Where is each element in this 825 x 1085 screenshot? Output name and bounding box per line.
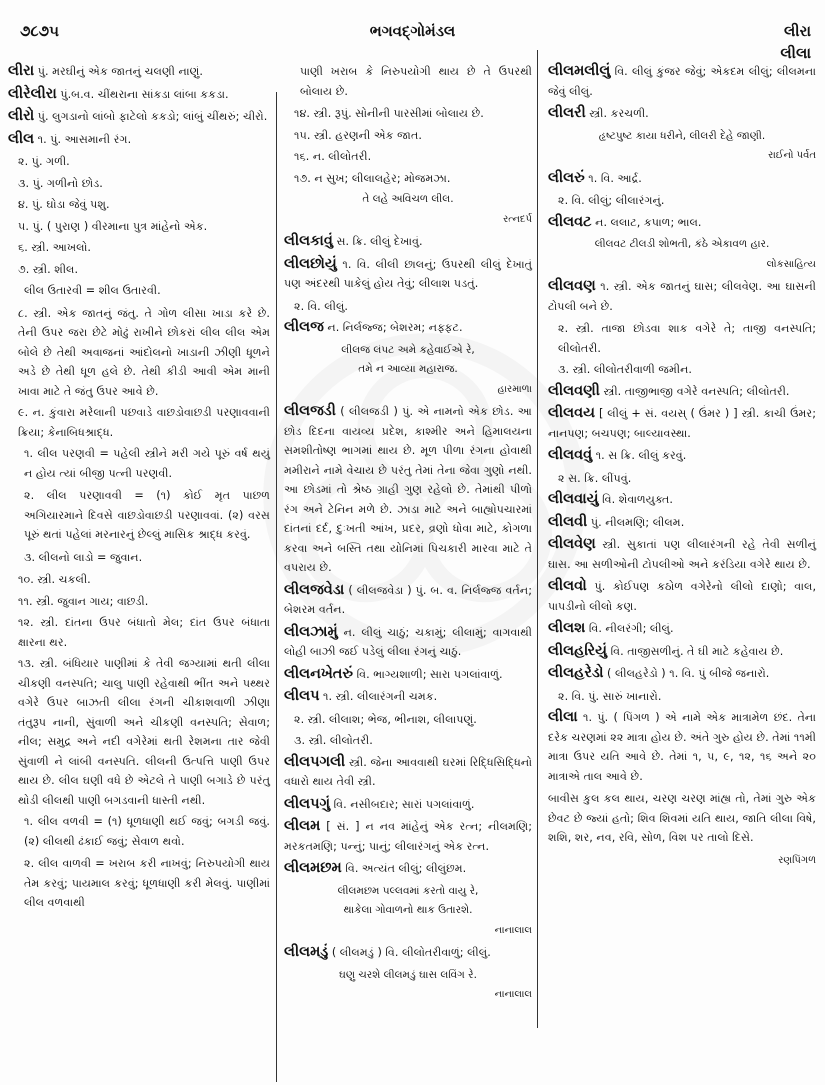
- headword: લીલવણ: [548, 278, 596, 294]
- definition-text: [ સં. ] ન નવ માંહેનું એક રત્ન; નીલમણિ; મરકતમણિ; પન્નું; પાનું; લીલારંગનું એક રત્ન.: [284, 820, 532, 853]
- definition-text: ૧. વિ. લીલી છાલનું; ઉપરથી લીલું દેખાતું પણ અંદરથી પાકેલું હોય તેવું; લીલાશ પડતું.: [284, 257, 532, 290]
- dictionary-entry: [548, 446, 816, 466]
- sub-definition: ૨. સ્ત્રી. લીલાશ; ભેજ, ભીનાશ, લીલાપણું.: [294, 712, 477, 726]
- headword: લીલરું: [548, 169, 585, 186]
- definition-text: વિ. તાજીસળીનું. તે ઘી માટે કહેવાય છે.: [607, 644, 784, 658]
- dictionary-entry: [284, 859, 532, 879]
- usage-phrase: ૩. લીલનો લાડો = જુવાન.: [24, 550, 143, 564]
- dictionary-entry: [284, 623, 532, 662]
- quotation-line: હૃષ્ટપુષ્ટ કાયા ધરીને, લીલરી દેહે જાણી.: [598, 129, 766, 142]
- definition-text: ન. લીલું ચાઠું; ચકામું; લીલામું; વાગવાથી લોહી બાઝી જઈ પડેલું લીલા રંગનું ચાઠું.: [284, 625, 532, 658]
- dictionary-entry: [548, 62, 816, 101]
- dictionary-entry: [284, 232, 532, 252]
- dictionary-entry: [284, 581, 532, 620]
- column-left: [8, 62, 270, 916]
- definition-text: ( લીલજવેડા ) પું. બ. વ. નિર્લજ્જ વર્તન; બેશરમ વર્તન.: [284, 583, 532, 616]
- quotation-line: તમે ન આવ્યા મહારાજ.: [358, 363, 458, 375]
- sub-definition: ૮. સ્ત્રી. એક જાતનું જંતુ. તે ગોળ લીસા ખાડા કરે છે. તેની ઉપર જરા છેટે મોઢું રાખીને છોકરાં લીલ લીલ એમ બોલે છે તેથી અવાજનાં આંદોલનો ખાડાની ઝીણી ધૂળને અડે છે તેથી ધૂળ હલે છે. તેથી કીડી આવી એમ માની ખાવા માટે તે જંતુ ઉપર આવે છે.: [18, 306, 270, 398]
- headword: લીરો: [8, 108, 35, 124]
- dictionary-entry: [548, 404, 816, 443]
- headword: લીલશ: [548, 620, 586, 636]
- sub-definition: ૨. વિ. પું. સારું ખાનારો.: [558, 689, 662, 703]
- quotation-source: રત્નદર્પ: [503, 213, 532, 225]
- definition-text: ૧. સ્ત્રી. એક જાતનું ઘાસ; લીલવેણ. આ ઘાસની ટોપલી બને છે.: [548, 280, 816, 313]
- headword: લીલવણી: [548, 382, 600, 399]
- definition-text: વિ. નીલરંગી; લીલું.: [585, 622, 674, 635]
- headword: લીલવાયું: [548, 491, 599, 507]
- headword: લીલવટ: [548, 213, 592, 230]
- definition-text: ૧. પું. આસમાની રંગ.: [34, 132, 132, 146]
- definition-text: સ્ત્રી. તાજીભાજી વગેરે વનસ્પતિ; લીલોતરી.: [599, 384, 790, 398]
- guide-word-first: લીરા: [783, 22, 811, 40]
- dictionary-entry: [548, 104, 816, 124]
- dictionary-entry: [548, 213, 816, 233]
- dictionary-entry: [284, 402, 532, 578]
- headword: લીલમલીલું: [548, 63, 611, 79]
- sub-definition: ૪. પું. ઘોડા જેવું પશુ.: [18, 198, 110, 211]
- definition-text: વિ. લીલું કુંજર જેવું; એકદમ લીલું; લીલમના જેવું લીલું.: [548, 65, 816, 98]
- usage-phrase: લીલ ઉતારવી = શીલ ઉતારવી.: [24, 284, 161, 297]
- definition-text: પું. મરઘીનું એક જાતનું ચલણી નાણું.: [34, 65, 203, 78]
- usage-phrase: ૧. લીલ પરણવી = પહેલી સ્ત્રીને મરી ગયે પૂરું વર્ષ થયું ન હોય ત્યાં બીજી પત્ની પરણવી.: [24, 447, 270, 480]
- headword: લીલજ: [284, 319, 324, 335]
- quotation-source: રાઈનો પર્વત: [768, 150, 816, 161]
- sub-definition: ૧૬. ન. લીલોતરી.: [294, 150, 372, 163]
- quotation-line: થાકેલા ગોવાળનો થાક ઉતારશે.: [343, 904, 473, 916]
- definition-text: ( લીલજડી ) પું. એ નામનો એક છોડ. આ છોડ દિદના વાયવ્ય પ્રદેશ, કાશ્મીર અને હિમાલયના સમશીતોષ્ણ ભાગમાં થાય છે. મૂળ પીળા રંગના હોવાથી મમીરાને નામે વેચાય છે પરંતુ તેમાં તેના જેવા ગુણો નથી. આ છોડમાં તો શ્રેષ્ઠ ગ્રાહી ગુણ રહેલો છે. તેમાંથી પીળો રંગ અને ટેનિન મળે છે. ઝાડા માટે અને બાહ્યોપચારમાં દાંતનાં દર્દ, દુઃખતી આંખ, પ્રદર, વ્રણો ધોવા માટે, કોગળા કરવા અને બસ્તિ તથા યોનિમાં પિચકારી મારવા માટે તે વપરાય છે.: [284, 405, 532, 574]
- quotation-line: લીલવટ ટીલડી શોભતી, કંઠે એકાવળ હાર.: [594, 238, 770, 250]
- sub-definition: ૧૭. ન સુખ; લીલાલહેર; મોજમઝા.: [294, 171, 451, 185]
- headword: લીલકાવું: [284, 233, 333, 249]
- dictionary-entry: [548, 277, 816, 316]
- headword: લીલરી: [548, 105, 586, 121]
- dictionary-entry: [548, 642, 816, 662]
- sub-definition: ૭. સ્ત્રી. શીલ.: [18, 262, 79, 276]
- headword: લીલવી: [548, 513, 588, 530]
- dictionary-entry: [548, 535, 816, 574]
- definition-text: પું.બ.વ. ચીંથરાના સાંકડા લાંબા કકડા.: [56, 87, 229, 101]
- quotation-source: નાનાલાલ: [494, 989, 532, 1000]
- definition-text: પું. નીલમણિ; લીલમ.: [587, 515, 685, 529]
- sub-definition: ૨. પું. ગળી.: [18, 155, 70, 168]
- headword: લીલજડી: [284, 403, 336, 419]
- dictionary-entry: [548, 513, 816, 533]
- definition-text: વિ. અત્યંત લીલું; લીલુંછમ.: [341, 862, 467, 875]
- dictionary-entry: [548, 619, 816, 639]
- usage-phrase: પાણી ખરાબ કે નિરુપયોગી થાય છે તે ઉપરથી બોલાય છે.: [300, 65, 532, 98]
- headword: લીલહરેડો: [548, 665, 604, 681]
- guide-word-last: લીલા: [780, 44, 811, 62]
- definition-text: ૧. પું. ( પિંગળ ) એ નામે એક માત્રામેળ છંદ. તેના દરેક ચરણમાં ૨૨ માત્રા હોય છે. અંતે ગુરુ હોય છે. તેમાં ૧૧મી માત્રા ઉપર યતિ આવે છે. તેમાં ૧, ૫, ૯, ૧૨, ૧૬ અને ૨૦ માત્રાએ તાલ આવે છે.: [548, 711, 816, 783]
- quotation-source: રણપિંગળ: [778, 854, 816, 866]
- sub-definition: ૧૨. સ્ત્રી. દાંતના ઉપર બંધાતો મેલ; દાંત ઉપર બંધાતા ક્ષારના થર.: [18, 616, 270, 649]
- dictionary-entry: [548, 169, 816, 189]
- definition-text: ૧. સ ક્રિ. લીલું કરવું.: [592, 449, 687, 462]
- dictionary-entry: [8, 107, 270, 127]
- headword: લીલપ: [284, 688, 320, 704]
- headword: લીરેલીરા: [8, 85, 57, 102]
- dictionary-entry: [284, 817, 532, 856]
- headword: લીલમછમ: [284, 860, 342, 876]
- headword: લીલમ: [284, 818, 321, 834]
- dictionary-entry: [284, 943, 532, 963]
- definition-text: ( લીલહરેડો ) ૧. વિ. પું બીજે જનારો.: [603, 667, 770, 680]
- sub-definition: ૨ સ. ક્રિ. લીંપવું.: [558, 471, 632, 485]
- quotation-source: નાનાલાલ: [494, 924, 532, 936]
- quotation-source: લોકસાહિત્ય: [766, 258, 816, 270]
- headword: લીરા: [8, 63, 35, 79]
- dictionary-entry: [284, 753, 532, 792]
- definition-text: ( લીલમડું ) વિ. લીલોતરીવાળું; લીલું.: [328, 946, 491, 959]
- definition-text: પું. કોઈપણ કઠોળ વગેરેનો લીલો દાણો; વાલ, પાપડીનો લીલો કણ.: [548, 580, 816, 613]
- sub-definition: ૯. ન. કુંવારા મરેલાની પછવાડે વાછડોવાછડી પરણાવવાની ક્રિયા; કેનાબિધશ્રાદ્ધ.: [18, 406, 270, 439]
- sub-definition: ૩. પું. ગળીનો છોડ.: [18, 176, 103, 190]
- headword: લીલ: [8, 130, 35, 147]
- sub-definition: ૩. સ્ત્રી. લીલોતરીવાળી જમીન.: [558, 363, 692, 376]
- dictionary-entry: [8, 62, 270, 82]
- dictionary-entry: [284, 687, 532, 707]
- definition-text: ન. લલાટ, કપાળ; ભાલ.: [591, 215, 702, 229]
- dictionary-entry: [548, 490, 816, 510]
- headword: લીલહરિયું: [548, 642, 608, 659]
- headword: લીલવવું: [548, 447, 593, 463]
- headword: લીલનખેતરું: [284, 665, 354, 682]
- headword: લીલવો: [548, 578, 587, 594]
- dictionary-entry: [284, 318, 532, 338]
- dictionary-entry: [548, 577, 816, 616]
- dictionary-entry: [8, 130, 270, 150]
- headword: લીલપગલી: [284, 753, 346, 770]
- headword: લીલા: [548, 709, 578, 725]
- headword: લીલઝામું: [284, 623, 338, 640]
- poem-quotation: બાવીસ કુલ કલ થાય, ચરણ ચરણ માંહ્ય તો, તેમાં ગુરુ એક છેવટ છે જ્યાં હતો; શિવ શિવમાં યતિ થાય, જાતિ લીલા વિષે, શશિ, શર, નવ, રવિ, સોળ, વિશ પર તાલો દિસે.: [548, 792, 816, 844]
- column-middle: [284, 62, 532, 1008]
- sub-definition: ૬. સ્ત્રી. આખલો.: [18, 241, 91, 254]
- quotation-line: લીલમછમ પલ્લવમાં કરતો વાયુ રે,: [337, 884, 479, 897]
- book-title: ભગવદ્ગોમંડલ: [369, 22, 456, 40]
- definition-text: વિ. ભાગ્યશાળી; સારા પગલાંવાળું.: [353, 667, 503, 681]
- column-right: [548, 62, 816, 873]
- definition-text: વિ. નસીબદાર; સારાં પગલાંવાળું.: [330, 797, 475, 811]
- sub-definition: ૨. વિ. લીલું; લીલારંગનું.: [558, 194, 665, 207]
- dictionary-entry: [548, 664, 816, 684]
- usage-phrase: ૧. લીલ વળવી = (૧) ધૂળધાણી થઈ જવું; બગડી જવું. (૨) લીલથી ઢંકાઈ જવું; સેવાળ થવો.: [24, 815, 270, 848]
- definition-text: પું. લુગડાનો લાંબો ફાટેલો કકડો; લાંબું ચીંથરું; ચીરો.: [34, 110, 268, 123]
- definition-text: વિ. શેવાળયુક્ત.: [598, 493, 673, 506]
- page-header: [14, 14, 811, 62]
- definition-text: ન. નિર્લજ્જ; બેશરમ; નફ્ફટ.: [323, 321, 463, 334]
- dictionary-entry: [284, 665, 532, 685]
- sub-definition: ૧૦. સ્ત્રી. ચકલી.: [18, 573, 91, 586]
- dictionary-entry: [284, 255, 532, 294]
- dictionary-entry: [8, 85, 270, 105]
- definition-text: સ્ત્રી. સુકાતાં પણ લીલારંગની રહે તેવી સળીનું ઘાસ. આ સળીઓની ટોપલીઓ અને કરંડિયા વગેરે થાય છે.: [548, 538, 816, 571]
- headword: લીલછોયું: [284, 255, 337, 272]
- quotation-line: લીલજ લંપટ અમે કહેવાઈએ રે,: [341, 343, 475, 356]
- headword: લીલપગું: [284, 795, 331, 812]
- headword: લીલવય: [548, 405, 595, 421]
- headword: લીલજવેડા: [284, 581, 345, 598]
- sub-definition: ૧૩. સ્ત્રી. બંધિયાર પાણીમાં કે તેવી જગ્યામાં થતી લીલા ચીકણી વનસ્પતિ; ચાલુ પાણી રહેવાથી ભીંત અને પથ્થર વગેરે ઉપર બાઝતી લીલા રંગની ચીકાશવાળી ઝીણા તંતુરૂપ નાની, સુંવાળી અને ચીકણી વનસ્પતિ; સેવાળ; નીલ; સમુદ્ર અને નદી વગેરેમાં થતી રેશમના તાર જેવી સુંવાળી ને લાંબી વનસ્પતિ. લીલની ઉત્પત્તિ પાણી ઉપર થાય છે. લીલ ઘણી વધે છે એટલે તે પાણી બગાડે છે પરંતુ થોડી લીલથી પાણી બગડવાની ધાસ્તી નથી.: [18, 657, 270, 807]
- dictionary-entry: [548, 708, 816, 786]
- page-number: ૭૮૭૫: [20, 22, 59, 40]
- definition-text: ૧. સ્ત્રી. લીલારંગની ચમક.: [319, 690, 438, 703]
- sub-definition: ૨. સ્ત્રી. તાજા છોડવા શાક વગેરે તે; તાજી વનસ્પતિ; લીલોતરી.: [558, 322, 816, 355]
- column-divider: [276, 92, 277, 1082]
- definition-text: સ્ત્રી. કરચળી.: [585, 107, 649, 120]
- column-divider: [537, 50, 538, 1028]
- quotation-line: ઘણુ ચરશે લીલમડું ઘાસ લવિંગ રે.: [339, 968, 477, 981]
- dictionary-entry: [548, 382, 816, 402]
- definition-text: ૧. વિ. આર્દ્ર.: [584, 171, 642, 185]
- sub-definition: ૩. સ્ત્રી. લીલોતરી.: [294, 734, 373, 747]
- sub-definition: ૫. પું. ( પુરાણ ) વીરમાના પુત્ર માંહેનો એક.: [18, 219, 208, 233]
- sub-definition: ૨. વિ. લીલું.: [294, 299, 348, 313]
- definition-text: સ્ત્રી. જેના આવવાથી ઘરમાં રિદ્ધિસિદ્ધિનો વધારો થાય તેવી સ્ત્રી.: [284, 755, 532, 788]
- definition-text: [ લીલું + સં. વયસ્ ( ઉંમર ) ] સ્ત્રી. કાચી ઉંમર; નાનપણ; બચપણ; બાલ્યાવસ્થા.: [548, 407, 816, 440]
- usage-phrase: ૨. લીલ પરણાવવી = (૧) કોઈ મૃત પાછળ અગિયારમાને દિવસે વાછડોવાછડી પરણાવવાં. (૨) વરસ પૂરું થતાં પહેલાં મરનારનું છેલ્લું માસિક શ્રાદ્ધ કરવું.: [24, 489, 270, 541]
- usage-phrase: ૨. લીલ વાળવી = ખરાબ કરી નાખવું; નિરુપયોગી થાય તેમ કરવું; પાયમાલ કરવું; ધૂળધાણી કરી મેલવું. પાણીમાં લીલ વળવાથી: [24, 857, 270, 909]
- quotation-line: તે લહે અવિચળ લીલ.: [362, 193, 454, 205]
- quotation-source: હારમાળા: [497, 383, 532, 395]
- definition-text: સ. ક્રિ. લીલું દેખાવું.: [332, 235, 423, 248]
- dictionary-entry: [284, 795, 532, 815]
- sub-definition: ૧૫. સ્ત્રી. હરણની એક જાત.: [294, 128, 422, 142]
- headword: લીલવેણ: [548, 536, 596, 552]
- sub-definition: ૧૧. સ્ત્રી. જુવાન ગાય; વાછડી.: [18, 594, 149, 608]
- headword: લીલમડું: [284, 944, 329, 960]
- sub-definition: ૧૪. સ્ત્રી. રૂપું. સોનીની પારસીમાં બોલાય છે.: [294, 107, 484, 120]
